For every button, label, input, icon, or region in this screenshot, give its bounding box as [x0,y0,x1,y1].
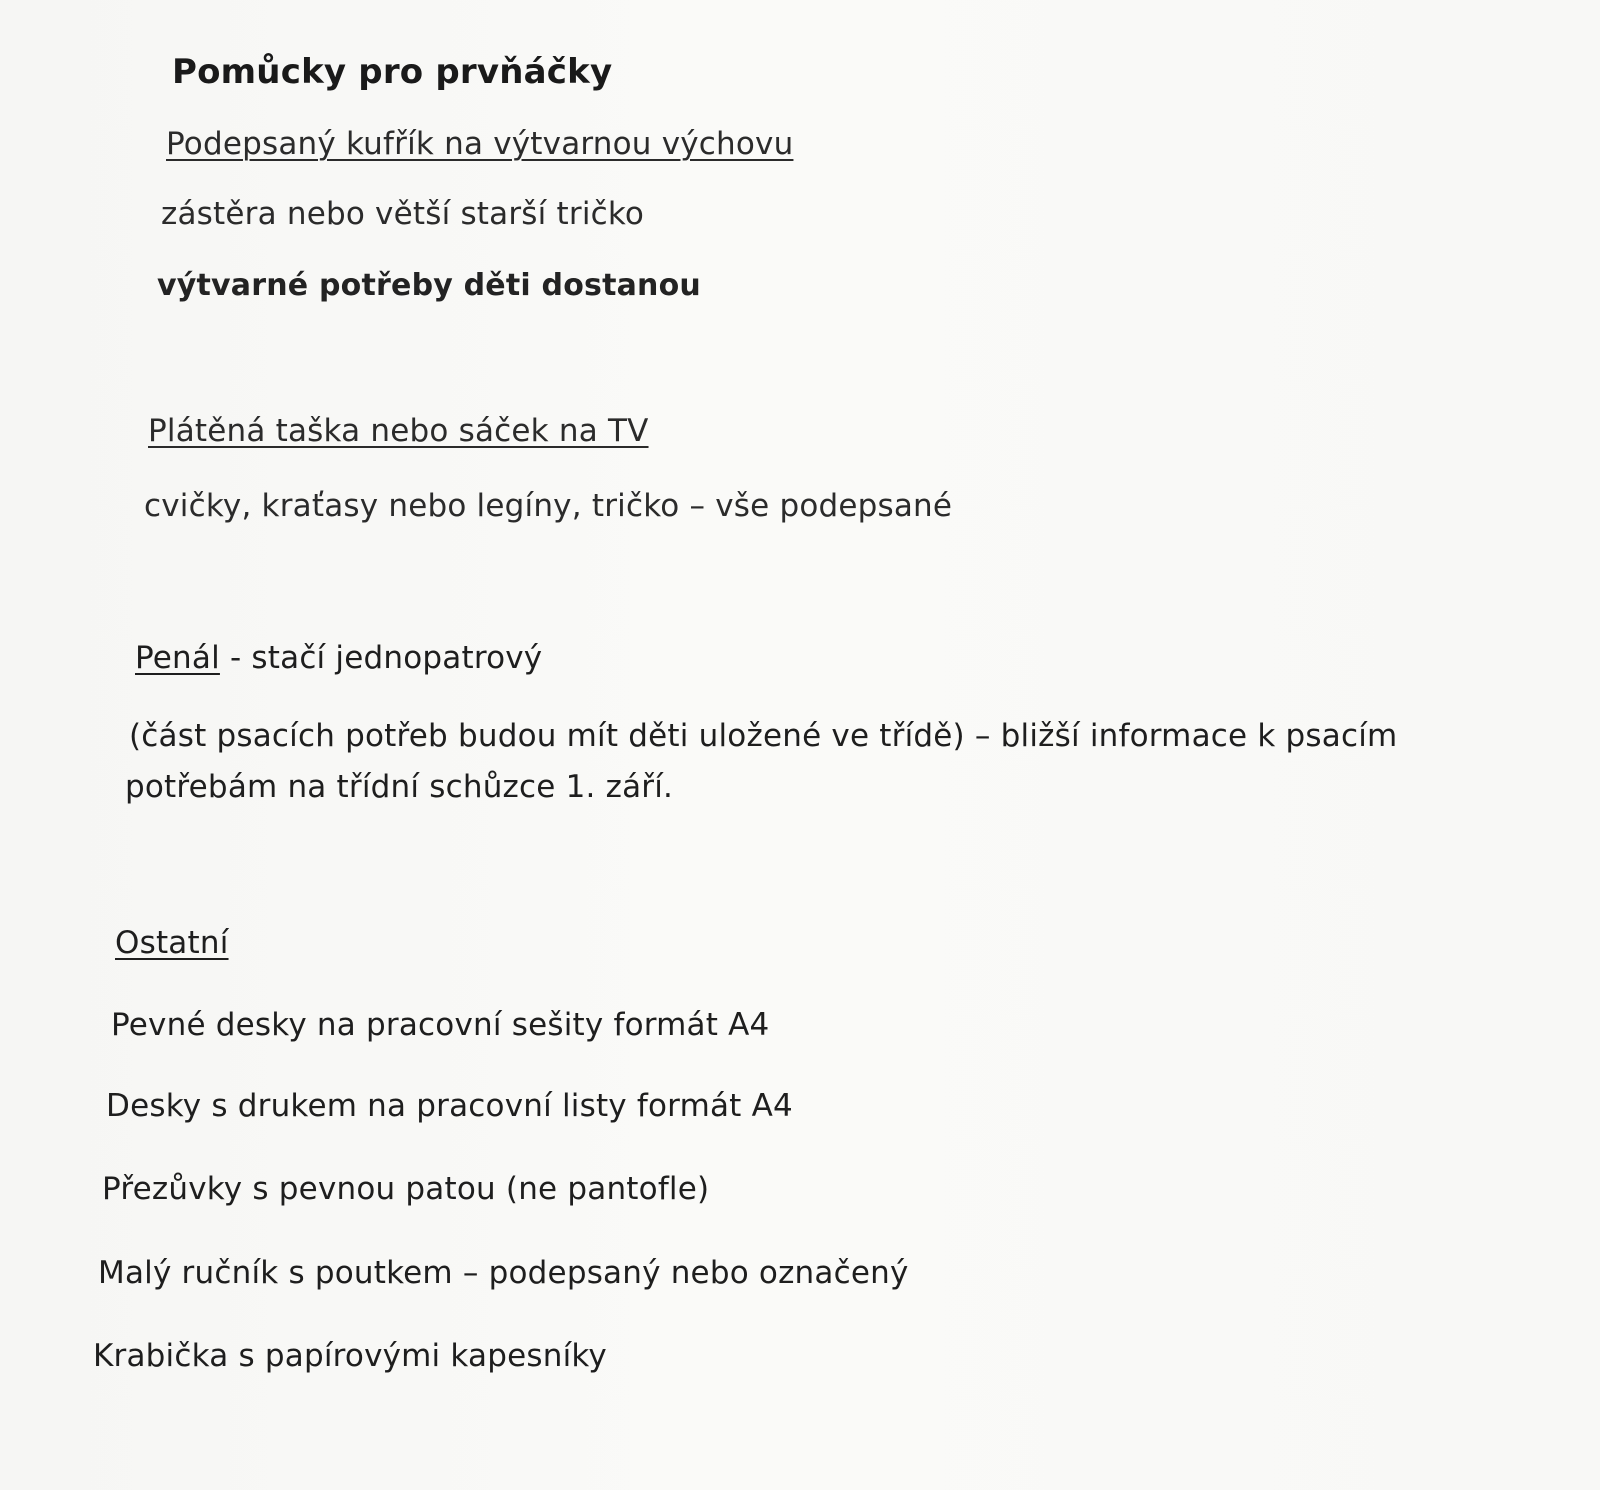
section-heading-pencil-case-note: - stačí jednopatrový [219,640,543,676]
section-heading-pe-bag: Plátěná taška nebo sáček na TV [148,413,649,449]
page-title: Pomůcky pro prvňáčky [172,52,613,92]
list-item: Malý ručník s poutkem – podepsaný nebo označený [98,1255,909,1291]
section-heading-art-case: Podepsaný kufřík na výtvarnou výchovu [166,126,794,162]
list-item: Přezůvky s pevnou patou (ne pantofle) [102,1171,710,1207]
list-item: cvičky, kraťasy nebo legíny, tričko – vše podepsané [144,488,953,524]
section-heading-other: Ostatní [115,925,229,961]
list-item-bold-note: výtvarné potřeby děti dostanou [157,268,701,303]
list-item: zástěra nebo větší starší tričko [161,196,645,232]
paragraph-line: potřebám na třídní schůzce 1. září. [125,769,674,805]
list-item: Krabička s papírovými kapesníky [93,1338,607,1374]
section-heading-pencil-case-row [135,640,542,677]
paragraph-line: (část psacích potřeb budou mít děti uložené ve třídě) – bližší informace k psacím [129,718,1398,754]
list-item: Desky s drukem na pracovní listy formát A4 [106,1088,793,1124]
list-item: Pevné desky na pracovní sešity formát A4 [111,1007,770,1043]
section-heading-pencil-case: Penál [135,640,220,676]
